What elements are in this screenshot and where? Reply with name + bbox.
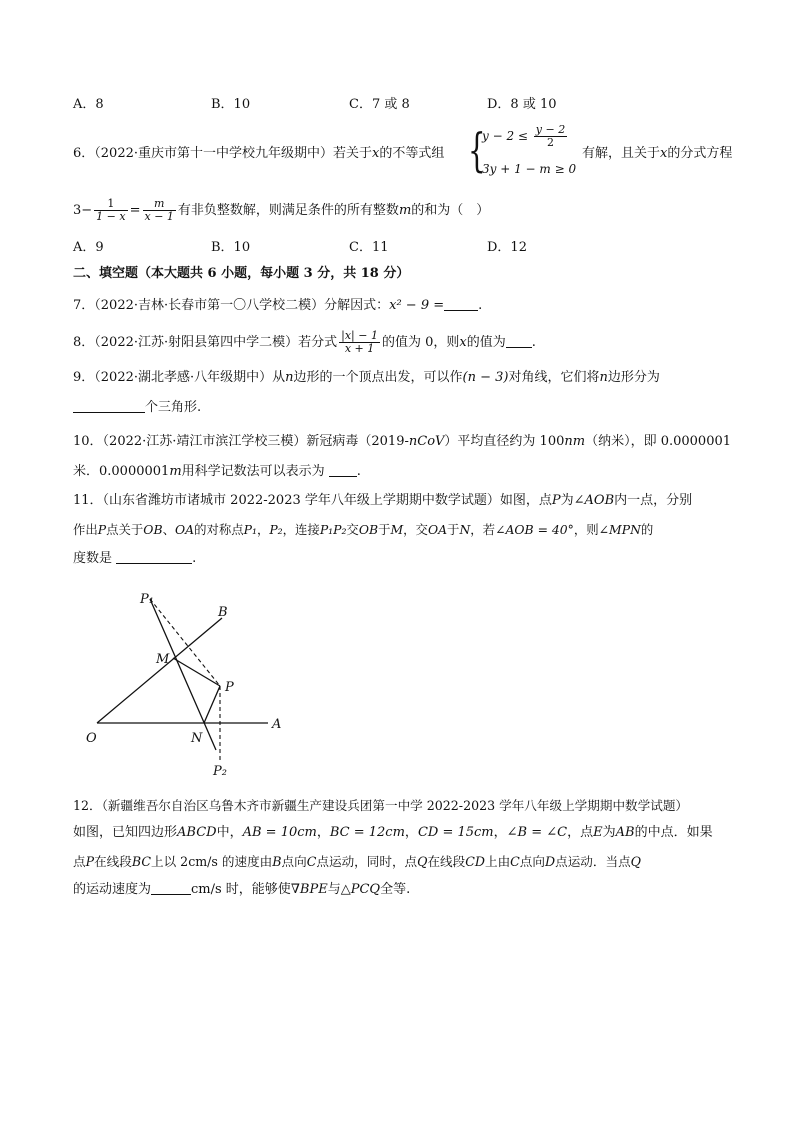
q7: 7．（2022·吉林·长春市第一〇八学校二模）分解因式：x² − 9 = .: [73, 298, 483, 313]
q11-line2: 作出P点关于OB、OA的对称点P₁，P₂，连接P₁P₂交OB于M，交OA于N，若∠AOB = 40°，则∠MPN的: [73, 522, 654, 537]
label-O: O: [86, 731, 97, 746]
label-A: A: [272, 717, 282, 732]
answer-blank[interactable]: [151, 880, 191, 895]
label-N: N: [191, 731, 203, 746]
segment-P1P2: [150, 599, 216, 750]
fraction: $\frac{y - 2}{2}$: [535, 123, 566, 149]
q9-line2: 个三角形.: [73, 398, 201, 418]
fraction: $\frac{m}{x - 1}$: [144, 197, 174, 223]
q9-line1: 9．（2022·湖北孝感·八年级期中）从n边形的一个顶点出发，可以作(n − 3)对角线，它们将n边形分为: [73, 370, 660, 385]
option-c: C．7 或 8: [349, 97, 410, 112]
option-a: A．9: [73, 240, 104, 255]
dashed-P1P: [150, 599, 220, 686]
brace-symbol: {: [468, 123, 486, 177]
q12-line1: 12．（新疆维吾尔自治区乌鲁木齐市新疆生产建设兵团第一中学 2022-2023 学年八年级上学期期中数学试题）: [73, 798, 689, 813]
ray-OB: [97, 618, 222, 723]
label-P1: P₁: [140, 592, 154, 607]
system-line-1: y − 2 ≤ $\frac{y - 2}{2}$: [482, 123, 566, 149]
q5-options: [73, 95, 733, 115]
q12-line3: 点P在线段BC上以 2cm/s 的速度由B点向C点运动，同时，点Q在线段CD上由C点向D点运动．当点Q: [73, 854, 641, 869]
answer-blank[interactable]: [506, 333, 532, 348]
system-line-2: 3y + 1 − m ≥ 0: [482, 162, 577, 176]
option-d: D．8 或 10: [487, 97, 557, 112]
answer-blank[interactable]: [116, 549, 192, 564]
label-B: B: [218, 605, 228, 620]
answer-blank[interactable]: [73, 398, 145, 413]
q6-inequality-system: [468, 124, 578, 182]
q12-line4: 的运动速度为 cm/s 时，能够使∇BPE与△PCQ全等.: [73, 882, 411, 897]
q6-line1: 6．（2022·重庆市第十一中学校九年级期中）若关于x的不等式组: [73, 146, 445, 161]
label-P: P: [225, 680, 234, 695]
fraction: $\frac{|x| - 1}{x + 1}$: [341, 329, 378, 355]
section-heading: 二、填空题（本大题共 6 小题，每小题 3 分，共 18 分）: [73, 266, 410, 281]
q12-line2: 如图，已知四边形ABCD中，AB = 10cm，BC = 12cm，CD = 15cm，∠B = ∠C，点E为AB的中点．如果: [73, 825, 713, 840]
q8: 8．（2022·江苏·射阳县第四中学二模）若分式 $\frac{|x| - 1}{x + 1}$ 的值为 0，则x的值为 .: [73, 329, 536, 355]
option-b: B．10: [211, 97, 251, 112]
option-d: D．12: [487, 240, 527, 255]
segment-MP: [173, 658, 220, 686]
option-b: B．10: [211, 240, 251, 255]
fraction: $\frac{1}{1 - x}$: [96, 197, 126, 223]
q6-line1-tail: 有解，且关于x的分式方程: [582, 146, 733, 161]
q10-line1: 10．（2022·江苏·靖江市滨江学校三模）新冠病毒（2019-nCoV）平均直径约为 100nm（纳米），即 0.0000001: [73, 434, 732, 449]
q11-line3: 度数是 .: [73, 551, 197, 566]
q11-line1: 11．（山东省潍坊市诸城市 2022-2023 学年八年级上学期期中数学试题）如图，点P为∠AOB内一点，分别: [73, 493, 693, 508]
q6-options: [73, 238, 733, 258]
answer-blank[interactable]: [329, 462, 357, 477]
answer-blank[interactable]: [444, 296, 478, 311]
option-a: A．8: [73, 97, 104, 112]
q10-line2: 米．0.0000001m用科学记数法可以表示为 .: [73, 464, 361, 479]
option-c: C．11: [349, 240, 389, 255]
label-P2: P₂: [213, 764, 227, 779]
label-M: M: [156, 652, 170, 667]
geometry-figure: [80, 585, 300, 780]
segment-NP: [204, 686, 220, 723]
q6-line2: 3− $\frac{1}{1 - x}$ = $\frac{m}{x - 1}$ 有非负整数解，则满足条件的所有整数m的和为（ ）: [73, 197, 490, 223]
